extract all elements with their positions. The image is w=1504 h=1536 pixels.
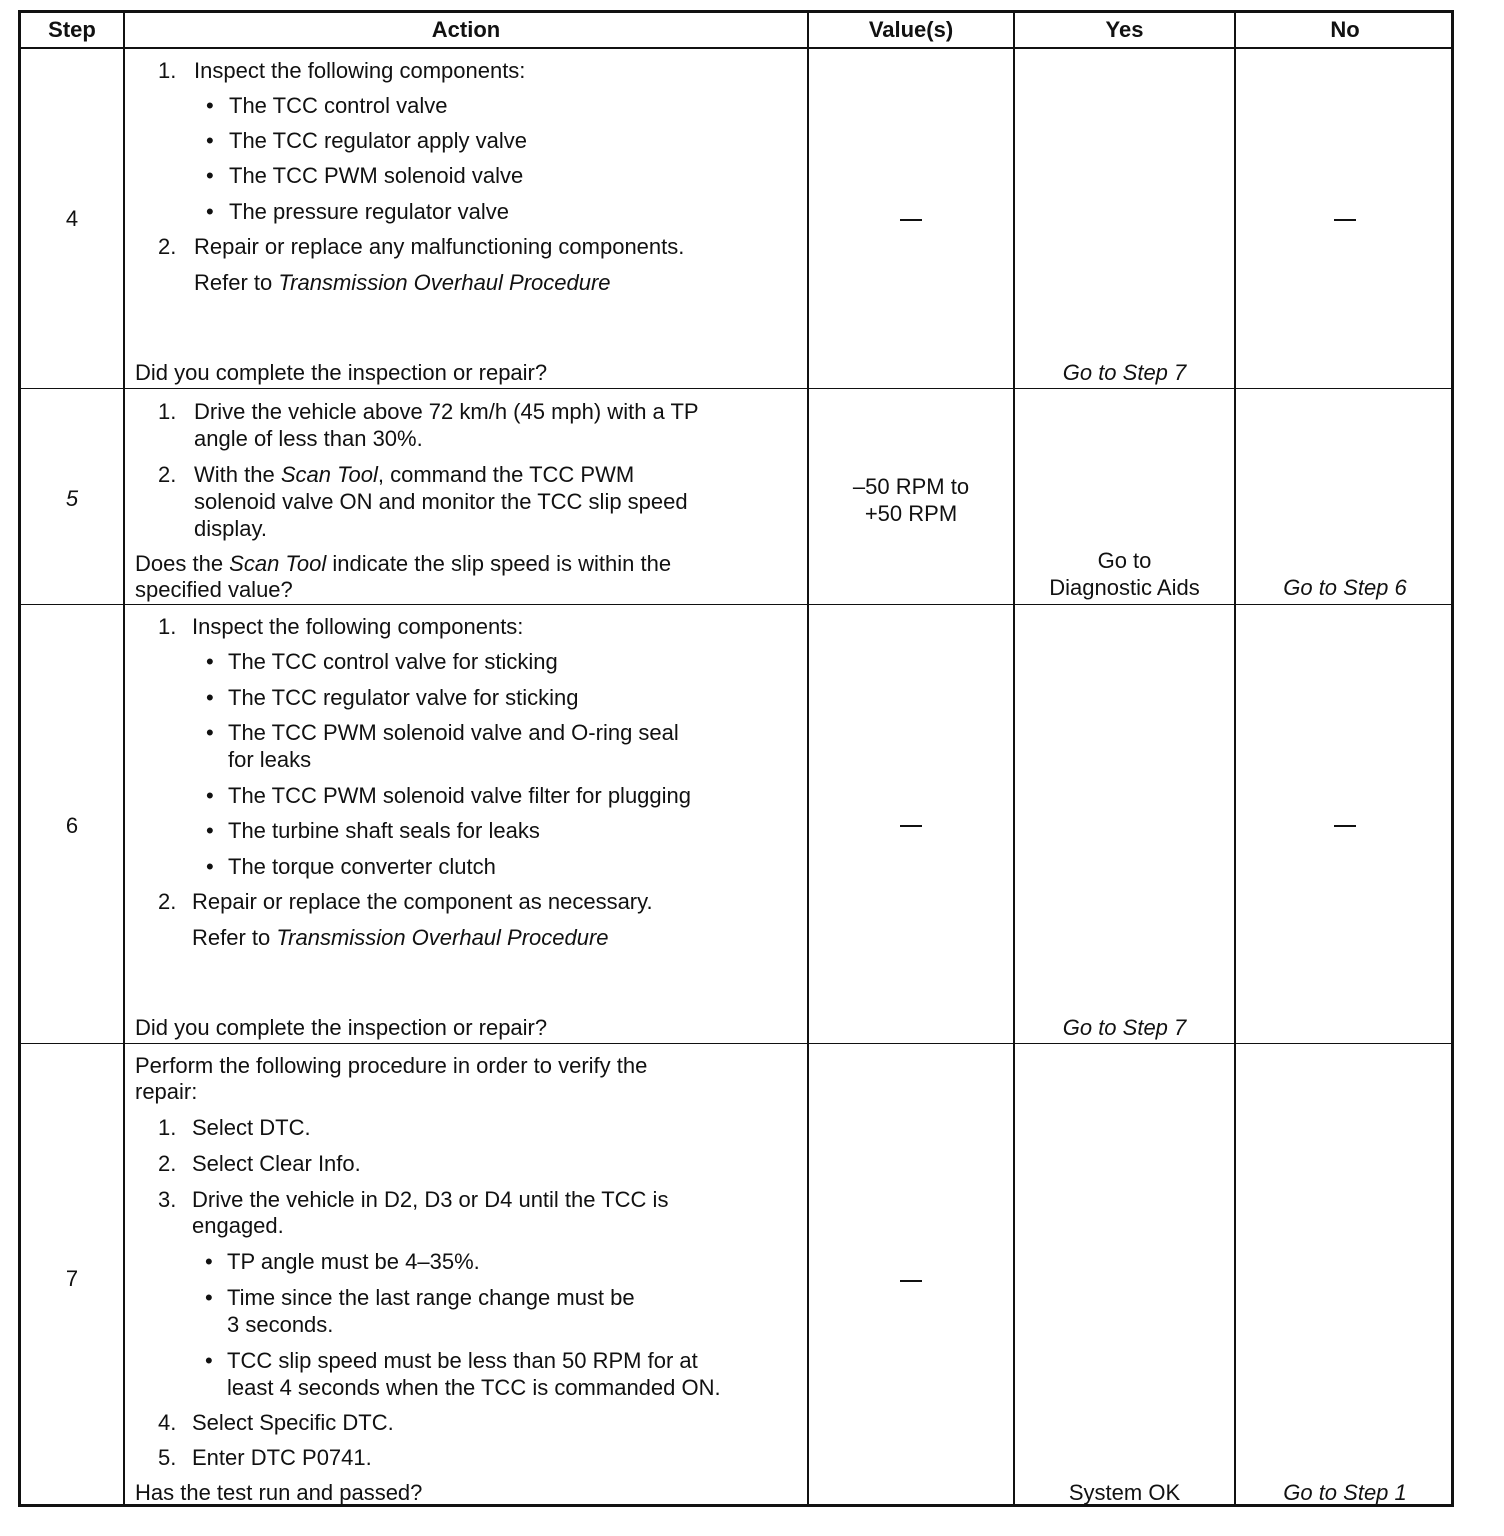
header-step: Step — [48, 17, 96, 42]
list-text: Drive the vehicle above 72 km/h (45 mph) with a TP — [194, 399, 699, 424]
value-dash — [900, 219, 922, 221]
list-text: Select Specific DTC. — [192, 1410, 394, 1435]
yes-result: Go to — [1097, 548, 1152, 573]
value-dash — [900, 1280, 922, 1282]
step-number: 4 — [65, 206, 79, 231]
step-number: 7 — [65, 1266, 79, 1291]
bullet: • — [205, 1249, 213, 1274]
bullet: • — [206, 685, 214, 710]
bullet: • — [206, 199, 214, 224]
question-text: Has the test run and passed? — [135, 1480, 423, 1505]
list-number: 4. — [158, 1410, 177, 1435]
question-text: specified value? — [135, 577, 293, 602]
diagnostic-table — [18, 10, 1454, 1507]
list-number: 1. — [158, 58, 177, 83]
reference-title: Transmission Overhaul Procedure — [276, 925, 609, 950]
bullet-text: The TCC PWM solenoid valve — [229, 163, 524, 188]
header-action: Action — [431, 17, 501, 42]
no-dash — [1334, 219, 1356, 221]
row-divider — [21, 604, 1451, 605]
tool-name: Scan Tool — [280, 462, 378, 487]
bullet-text: TCC slip speed must be less than 50 RPM for at — [227, 1348, 698, 1373]
bullet: • — [206, 783, 214, 808]
intro-text: Perform the following procedure in order to verify the — [135, 1053, 648, 1078]
intro-text: repair: — [135, 1079, 198, 1104]
bullet-text: The TCC PWM solenoid valve and O-ring seal — [228, 720, 679, 745]
no-result: Go to Step 6 — [1283, 575, 1407, 600]
step-number: 5 — [65, 486, 79, 511]
bullet: • — [206, 818, 214, 843]
column-divider — [1234, 13, 1236, 1504]
question-text: Did you complete the inspection or repair? — [135, 360, 548, 385]
bullet: • — [206, 649, 214, 674]
bullet: • — [206, 854, 214, 879]
bullet: • — [206, 93, 214, 118]
header-no: No — [1330, 17, 1360, 42]
reference-text — [192, 924, 609, 951]
reference-text — [194, 269, 611, 296]
step-number: 6 — [65, 813, 79, 838]
text-fragment: indicate the slip speed is within the — [326, 551, 672, 576]
list-number: 1. — [158, 614, 177, 639]
question-text: Did you complete the inspection or repair? — [135, 1015, 548, 1040]
yes-result: System OK — [1068, 1480, 1181, 1505]
bullet: • — [205, 1348, 213, 1373]
list-text: Inspect the following components: — [192, 614, 524, 639]
bullet-text: The TCC control valve for sticking — [228, 649, 558, 674]
list-number: 1. — [158, 1115, 177, 1140]
reference-title: Transmission Overhaul Procedure — [278, 270, 611, 295]
bullet: • — [205, 1285, 213, 1310]
list-text: solenoid valve ON and monitor the TCC slip speed — [194, 489, 688, 514]
bullet-text: 3 seconds. — [227, 1312, 334, 1337]
reference-prefix: Refer to — [192, 925, 277, 950]
column-divider — [807, 13, 809, 1504]
list-text: Select Clear Info. — [192, 1151, 361, 1176]
no-result: Go to Step 1 — [1283, 1480, 1407, 1505]
value-text: –50 RPM to — [852, 474, 970, 499]
column-divider — [1013, 13, 1015, 1504]
bullet: • — [206, 128, 214, 153]
text-fragment: With the — [194, 462, 281, 487]
text-fragment: Does the — [135, 551, 230, 576]
value-dash — [900, 825, 922, 827]
bullet-text: The TCC control valve — [229, 93, 448, 118]
bullet-text: The pressure regulator valve — [229, 199, 510, 224]
list-number: 2. — [158, 889, 177, 914]
bullet: • — [206, 720, 214, 745]
list-text: Inspect the following components: — [194, 58, 526, 83]
list-number: 1. — [158, 399, 177, 424]
list-text — [194, 461, 634, 488]
list-number: 2. — [158, 462, 177, 487]
value-text: +50 RPM — [864, 501, 958, 526]
bullet-text: for leaks — [228, 747, 312, 772]
bullet-text: The TCC PWM solenoid valve filter for plugging — [228, 783, 692, 808]
list-text: display. — [194, 516, 267, 541]
bullet-text: The torque converter clutch — [228, 854, 496, 879]
header-values: Value(s) — [868, 17, 954, 42]
bullet-text: TP angle must be 4–35%. — [227, 1249, 480, 1274]
bullet-text: The turbine shaft seals for leaks — [228, 818, 540, 843]
header-yes: Yes — [1105, 17, 1144, 42]
row-divider — [21, 47, 1451, 49]
row-divider — [21, 388, 1451, 389]
reference-prefix: Refer to — [194, 270, 279, 295]
bullet: • — [206, 163, 214, 188]
text-fragment: , command the TCC PWM — [377, 462, 635, 487]
list-number: 5. — [158, 1445, 177, 1470]
list-number: 3. — [158, 1187, 177, 1212]
list-number: 2. — [158, 234, 177, 259]
yes-result: Diagnostic Aids — [1049, 575, 1200, 600]
yes-result: Go to Step 7 — [1062, 360, 1187, 385]
column-divider — [123, 13, 125, 1504]
tool-name: Scan Tool — [229, 551, 327, 576]
list-text: engaged. — [192, 1213, 284, 1238]
list-text: Repair or replace the component as necessary. — [192, 889, 653, 914]
bullet-text: Time since the last range change must be — [227, 1285, 635, 1310]
bullet-text: The TCC regulator apply valve — [229, 128, 527, 153]
list-text: Repair or replace any malfunctioning components. — [194, 234, 685, 259]
list-text: Enter DTC P0741. — [192, 1445, 372, 1470]
row-divider — [21, 1043, 1451, 1044]
yes-result: Go to Step 7 — [1062, 1015, 1187, 1040]
bullet-text: The TCC regulator valve for sticking — [228, 685, 579, 710]
question-text — [135, 550, 671, 577]
list-text: angle of less than 30%. — [194, 426, 423, 451]
no-dash — [1334, 825, 1356, 827]
list-number: 2. — [158, 1151, 177, 1176]
list-text: Drive the vehicle in D2, D3 or D4 until the TCC is — [192, 1187, 669, 1212]
list-text: Select DTC. — [192, 1115, 311, 1140]
bullet-text: least 4 seconds when the TCC is commanded ON. — [227, 1375, 721, 1400]
